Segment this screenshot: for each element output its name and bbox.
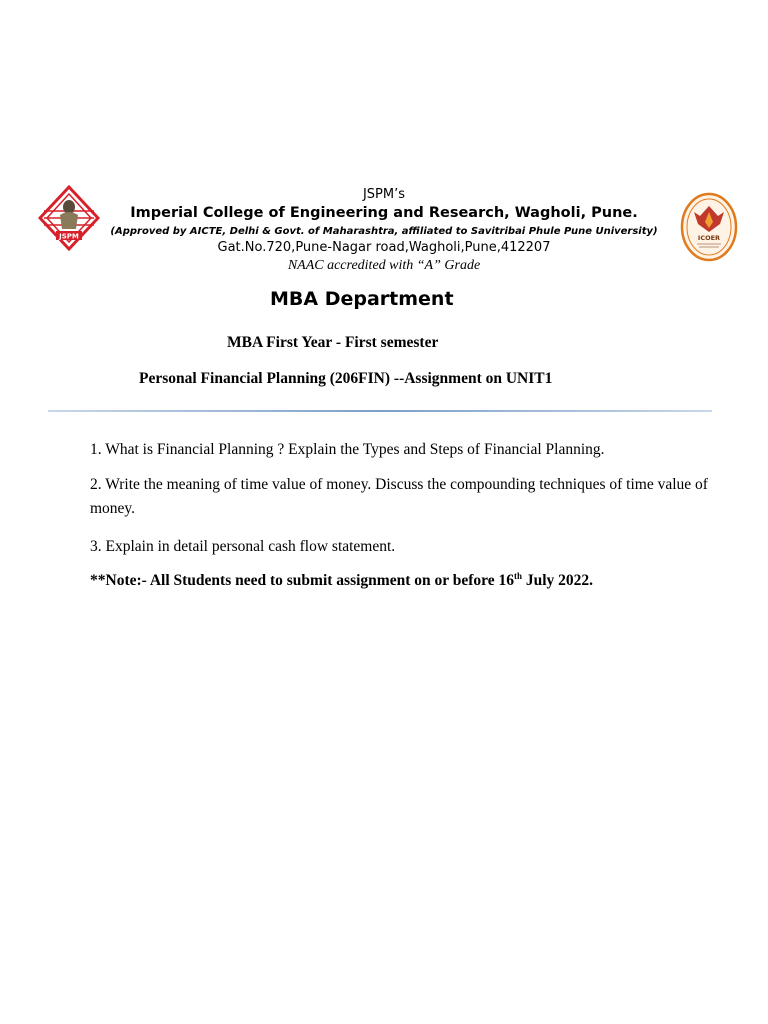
note-text: **Note:- All Students need to submit assignment on or before 16 [90, 572, 514, 589]
address-line: Gat.No.720,Pune-Nagar road,Wagholi,Pune,412207 [217, 240, 551, 255]
submission-note [90, 571, 593, 590]
college-name: Imperial College of Engineering and Research, Wagholi, Pune. [130, 205, 638, 221]
org-short-name: JSPM’s [362, 187, 406, 202]
class-line: MBA First Year - First semester [227, 334, 439, 351]
question-2: 2. Write the meaning of time value of money. Discuss the compounding techniques of time value of money. [90, 476, 708, 517]
question-3: 3. Explain in detail personal cash flow statement. [90, 538, 396, 555]
jspm-logo-text: JSPM [59, 232, 79, 241]
naac-line: NAAC accredited with “A” Grade [287, 258, 481, 273]
note-date-tail: July 2022. [521, 572, 594, 589]
divider [48, 410, 712, 412]
approval-line: (Approved by AICTE, Delhi & Govt. of Maharashtra, affiliated to Savitribai Phule Pune University) [110, 226, 658, 237]
question-1: 1. What is Financial Planning ? Explain the Types and Steps of Financial Planning. [90, 441, 605, 458]
icoer-logo-text: ICOER [697, 234, 721, 242]
department-title: MBA Department [270, 288, 454, 310]
subject-line: Personal Financial Planning (206FIN) --Assignment on UNIT1 [139, 370, 553, 387]
note-superscript: th [513, 571, 522, 581]
